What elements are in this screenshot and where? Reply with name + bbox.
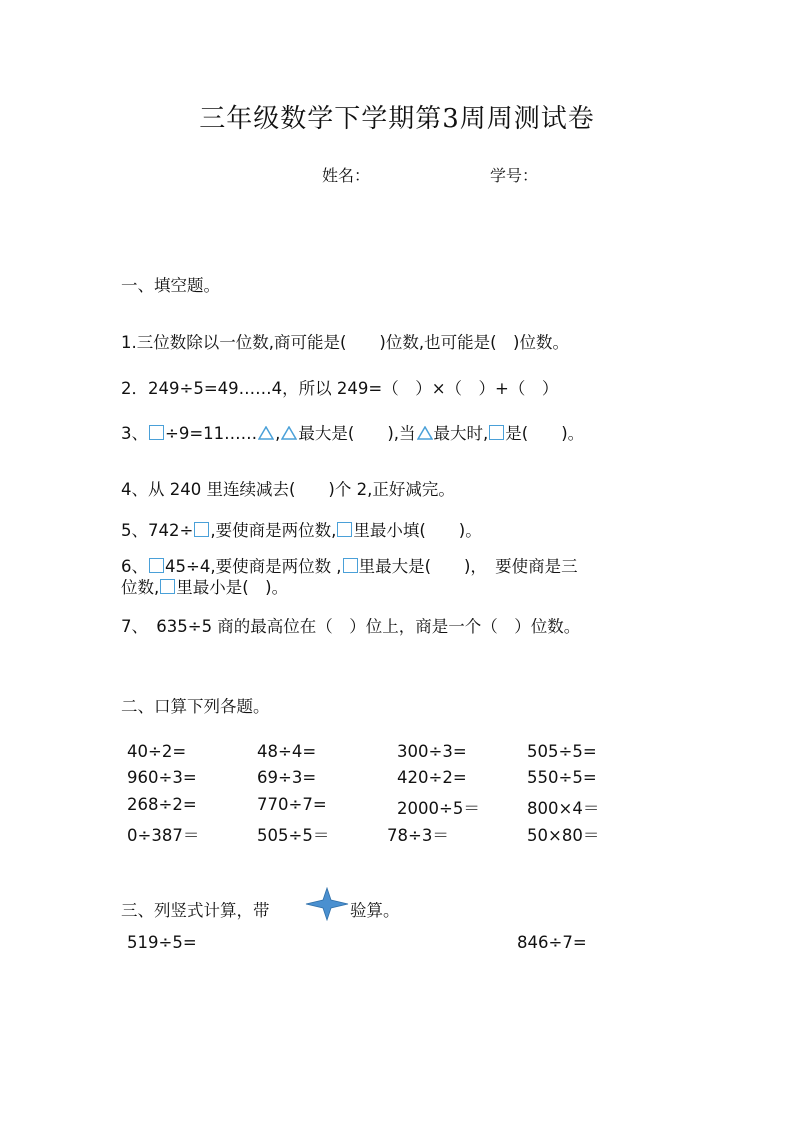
section-3-heading-part-2: 验算。 [350, 901, 400, 920]
question-2: 2．249÷5=49……4，所以 249=（ ）×（ ）+（ ） [121, 379, 559, 398]
section-1-heading: 一、填空题。 [121, 276, 220, 295]
oral-item: 505÷5＝ [257, 826, 330, 845]
question-7: 7、 635÷5 商的最高位在（ ）位上，商是一个（ ）位数。 [121, 617, 581, 636]
q6-text-2: 里最大是( )， 要使商是三 [358, 557, 578, 576]
oral-item: 0÷387＝ [127, 826, 200, 845]
vertical-calc-problem: 846÷7= [517, 933, 587, 952]
triangle-icon [258, 426, 274, 440]
q3-text-4: 最大时, [433, 424, 489, 443]
square-box-icon [194, 522, 209, 537]
q5-text-3: 里最小填( )。 [353, 521, 482, 540]
question-6-line-2 [121, 574, 288, 598]
question-3 [121, 420, 584, 444]
q5-text-2: ,要使商是两位数, [210, 521, 337, 540]
q5-text-1: 5、742÷ [121, 521, 194, 540]
student-id-label: 学号： [490, 166, 539, 185]
q3-text-3: 最大是( ),当 [298, 424, 416, 443]
oral-item: 420÷2= [397, 768, 467, 787]
name-label: 姓名： [322, 166, 371, 185]
page-title: 三年级数学下学期第3周周测试卷 [199, 104, 595, 134]
oral-item: 550÷5= [527, 768, 597, 787]
q3-text-1: ÷9=11…… [165, 424, 258, 443]
square-box-icon [343, 558, 358, 573]
oral-item: 48÷4= [257, 742, 317, 761]
oral-item: 268÷2= [127, 795, 197, 814]
section-3-heading-part-1: 三、列竖式计算，带 [121, 901, 270, 920]
oral-item: 960÷3= [127, 768, 197, 787]
oral-item: 2000÷5＝ [397, 799, 480, 818]
q3-text-5: 是( )。 [505, 424, 585, 443]
oral-item: 505÷5= [527, 742, 597, 761]
q6-text-3: 位数, [121, 578, 160, 597]
triangle-icon [417, 426, 433, 440]
square-box-icon [149, 558, 164, 573]
square-box-icon [149, 425, 164, 440]
oral-item: 800×4＝ [527, 799, 600, 818]
q6-text-4: 里最小是( )。 [176, 578, 289, 597]
q6-prefix: 6、 [121, 557, 148, 576]
question-5 [121, 517, 482, 541]
q3-prefix: 3、 [121, 424, 148, 443]
oral-item: 770÷7= [257, 795, 327, 814]
triangle-icon [281, 426, 297, 440]
question-4: 4、从 240 里连续减去( )个 2,正好减完。 [121, 480, 455, 499]
oral-item: 40÷2= [127, 742, 187, 761]
q6-text-1: 45÷4,要使商是两位数 , [165, 557, 342, 576]
oral-item: 69÷3= [257, 768, 317, 787]
question-1: 1.三位数除以一位数,商可能是( )位数,也可能是( )位数。 [121, 333, 569, 352]
section-2-heading: 二、口算下列各题。 [121, 697, 270, 716]
oral-item: 78÷3＝ [387, 826, 449, 845]
q3-text-2: , [275, 424, 281, 443]
square-box-icon [160, 579, 175, 594]
four-point-star-icon [305, 887, 349, 921]
square-box-icon [489, 425, 504, 440]
vertical-calc-problem: 519÷5= [127, 933, 197, 952]
oral-item: 50×80＝ [527, 826, 600, 845]
square-box-icon [337, 522, 352, 537]
oral-item: 300÷3= [397, 742, 467, 761]
